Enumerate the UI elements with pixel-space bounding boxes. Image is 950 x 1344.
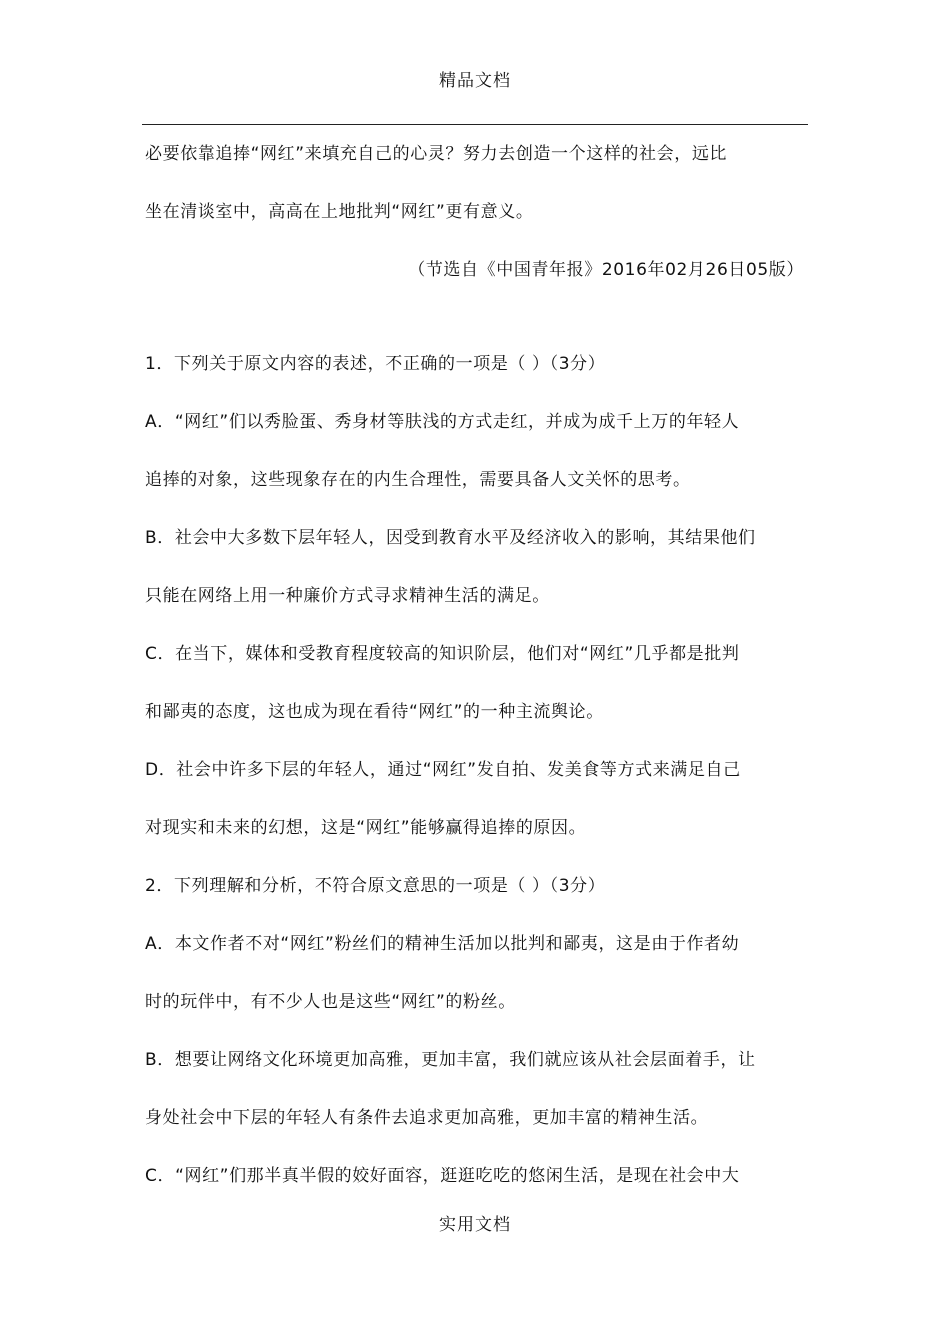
text-line: 对现实和未来的幻想，这是“网红”能够赢得追捧的原因。 (145, 818, 587, 838)
option-2a: A．本文作者不对“网红”粉丝们的精神生活加以批判和鄙夷，这是由于作者幼 (145, 934, 740, 954)
option-2c: C．“网红”们那半真半假的姣好面容，逛逛吃吃的悠闲生活，是现在社会中大 (145, 1166, 740, 1186)
question-2: 2．下列理解和分析，不符合原文意思的一项是（ ）（3分） (145, 876, 606, 896)
option-1c: C．在当下，媒体和受教育程度较高的知识阶层，他们对“网红”几乎都是批判 (145, 644, 740, 664)
option-1a: A．“网红”们以秀脸蛋、秀身材等肤浅的方式走红，并成为成千上万的年轻人 (145, 412, 740, 432)
text-line: 追捧的对象，这些现象存在的内生合理性，需要具备人文关怀的思考。 (145, 470, 691, 490)
page-footer: 实用文档 (439, 1215, 511, 1235)
option-2b: B．想要让网络文化环境更加高雅，更加丰富，我们就应该从社会层面着手，让 (145, 1050, 756, 1070)
page-header: 精品文档 (439, 71, 511, 91)
question-1: 1．下列关于原文内容的表述，不正确的一项是（ ）（3分） (145, 354, 606, 374)
source-citation: （节选自《中国青年报》2016年02月26日05版） (408, 260, 804, 280)
header-divider (142, 124, 808, 125)
text-line: 身处社会中下层的年轻人有条件去追求更加高雅，更加丰富的精神生活。 (145, 1108, 709, 1128)
option-1d: D．社会中许多下层的年轻人，通过“网红”发自拍、发美食等方式来满足自己 (145, 760, 741, 780)
text-line: 时的玩伴中，有不少人也是这些“网红”的粉丝。 (145, 992, 516, 1012)
text-line: 和鄙夷的态度，这也成为现在看待“网红”的一种主流舆论。 (145, 702, 604, 722)
text-line: 只能在网络上用一种廉价方式寻求精神生活的满足。 (145, 586, 550, 606)
text-line: 坐在清谈室中，高高在上地批判“网红”更有意义。 (145, 202, 534, 222)
text-line: 必要依靠追捧“网红”来填充自己的心灵？努力去创造一个这样的社会，远比 (145, 144, 728, 164)
option-1b: B．社会中大多数下层年轻人，因受到教育水平及经济收入的影响，其结果他们 (145, 528, 756, 548)
